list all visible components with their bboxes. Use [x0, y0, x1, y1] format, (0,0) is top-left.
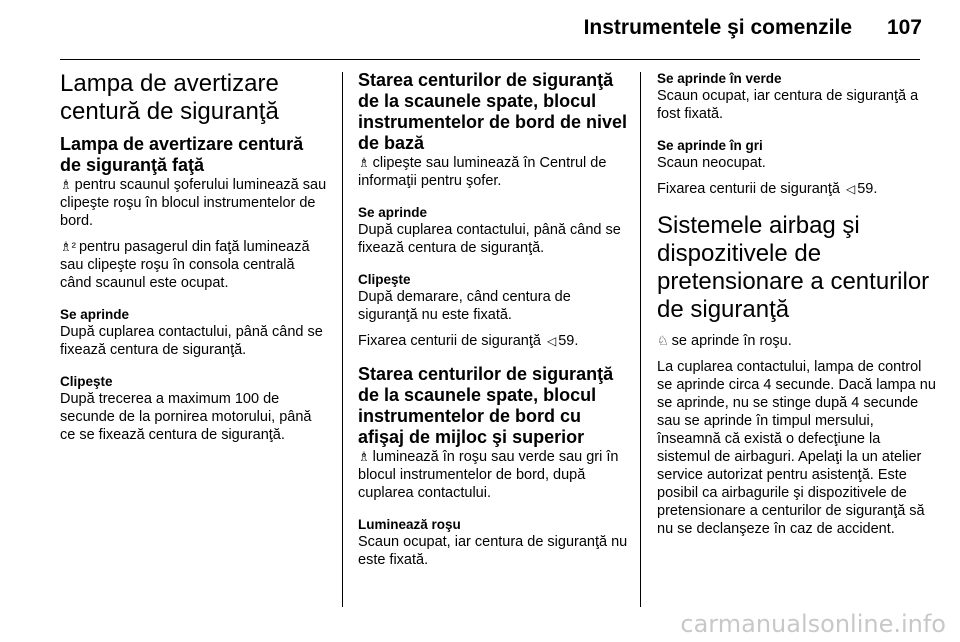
- blink-text: După demarare, când centura de siguranţă nu este fixată.: [358, 289, 571, 323]
- front-seatbelt-heading: Lampa de avertizare centură de siguranţă faţă: [60, 134, 304, 175]
- green-text: Scaun ocupat, iar centura de siguranţă a fost fixată.: [657, 88, 919, 122]
- rear-base-paragraph: [358, 154, 628, 190]
- section-title-airbag: Sistemele airbag şi dispozitivele de pretensionare a centurilor de siguranţă: [657, 212, 930, 323]
- airbag-text: La cuplarea contactului, lampa de control se aprinde circa 4 secunde. Dacă lampa nu se aprinde, nu se stinge după 4 secunde sau se aprinde în timpul mersului, înseamnă că există o defecţiune la sistemul de airbaguri. Apelaţi la un atelier service autorizat pentru asistenţă. Este posibil ca airbagurile şi dispozitivele de pretensionare a centurilor de siguranţă să nu se declanşeze în caz de accident.: [657, 359, 936, 537]
- airbag-on-text: se aprinde în roşu.: [671, 333, 792, 349]
- rear-base-heading: Starea centurilor de siguranţă de la scaunele spate, blocul instrumentelor de bord de nivel de bază: [358, 70, 628, 153]
- rear-mid-heading: Starea centurilor de siguranţă de la scaunele spate, blocul instrumentelor de bord cu afişaj de mijloc şi superior: [358, 364, 614, 447]
- reference-text: Fixarea centurii de siguranţă: [657, 181, 840, 197]
- chapter-title: Instrumentele şi comenzile: [583, 16, 852, 39]
- on-heading: Se aprinde: [60, 307, 130, 322]
- page-header: [60, 16, 922, 44]
- blink-heading: Clipeşte: [60, 374, 113, 389]
- red-text: Scaun ocupat, iar centura de siguranţă nu este fixată.: [358, 534, 628, 568]
- red-heading: Luminează roşu: [358, 517, 461, 532]
- rear-mid-text: luminează în roşu sau verde sau gri în blocul instrumentelor de bord, după cuplarea contactului.: [358, 449, 619, 501]
- page-number: 107: [886, 16, 922, 39]
- page-reference-icon: ◁: [547, 334, 557, 348]
- column-2: [358, 70, 628, 569]
- rear-base-text: clipeşte sau luminează în Centrul de informaţii pentru şofer.: [358, 155, 607, 189]
- section-title-seatbelt: Lampa de avertizare centură de siguranţă: [60, 70, 279, 125]
- on-heading: Se aprinde: [358, 205, 428, 220]
- driver-paragraph: [60, 176, 328, 230]
- passenger-paragraph: [60, 238, 328, 292]
- column-3: [657, 70, 937, 538]
- reference-page: 59.: [558, 333, 579, 349]
- reference-page: 59.: [857, 181, 878, 197]
- on-text: După cuplarea contactului, până când se fixează centura de siguranţă.: [60, 324, 323, 358]
- seatbelt-icon: ♗: [358, 155, 370, 170]
- column-divider-2: [640, 72, 641, 607]
- grey-text: Scaun neocupat.: [657, 155, 766, 171]
- seatbelt-icon: ♗: [60, 177, 72, 192]
- green-heading: Se aprinde în verde: [657, 71, 782, 86]
- seatbelt-reference: [657, 180, 937, 198]
- driver-text: pentru scaunul şoferului luminează sau clipeşte roşu în blocul instrumentelor de bord.: [60, 177, 327, 229]
- seatbelt-icon: ♗: [358, 449, 370, 464]
- seatbelt-passenger-icon: ♗²: [60, 239, 76, 254]
- on-text: După cuplarea contactului, până când se fixează centura de siguranţă.: [358, 222, 621, 256]
- rear-mid-paragraph: [358, 448, 628, 502]
- grey-heading: Se aprinde în gri: [657, 138, 763, 153]
- header-rule: [60, 59, 920, 60]
- column-1: [60, 70, 328, 444]
- column-divider-1: [342, 72, 343, 607]
- page-reference-icon: ◁: [846, 182, 856, 196]
- reference-text: Fixarea centurii de siguranţă: [358, 333, 541, 349]
- blink-heading: Clipeşte: [358, 272, 411, 287]
- airbag-on-paragraph: [657, 332, 937, 350]
- blink-text: După trecerea a maximum 100 de secunde de la pornirea motorului, până ce se fixează centura de siguranţă.: [60, 391, 312, 443]
- seatbelt-reference: [358, 332, 628, 350]
- watermark: carmanualsonline.info: [680, 610, 946, 638]
- passenger-text: pentru pasagerul din faţă luminează sau clipeşte roşu în consola centrală când scaunul este ocupat.: [60, 239, 310, 291]
- airbag-icon: ♘: [657, 333, 669, 348]
